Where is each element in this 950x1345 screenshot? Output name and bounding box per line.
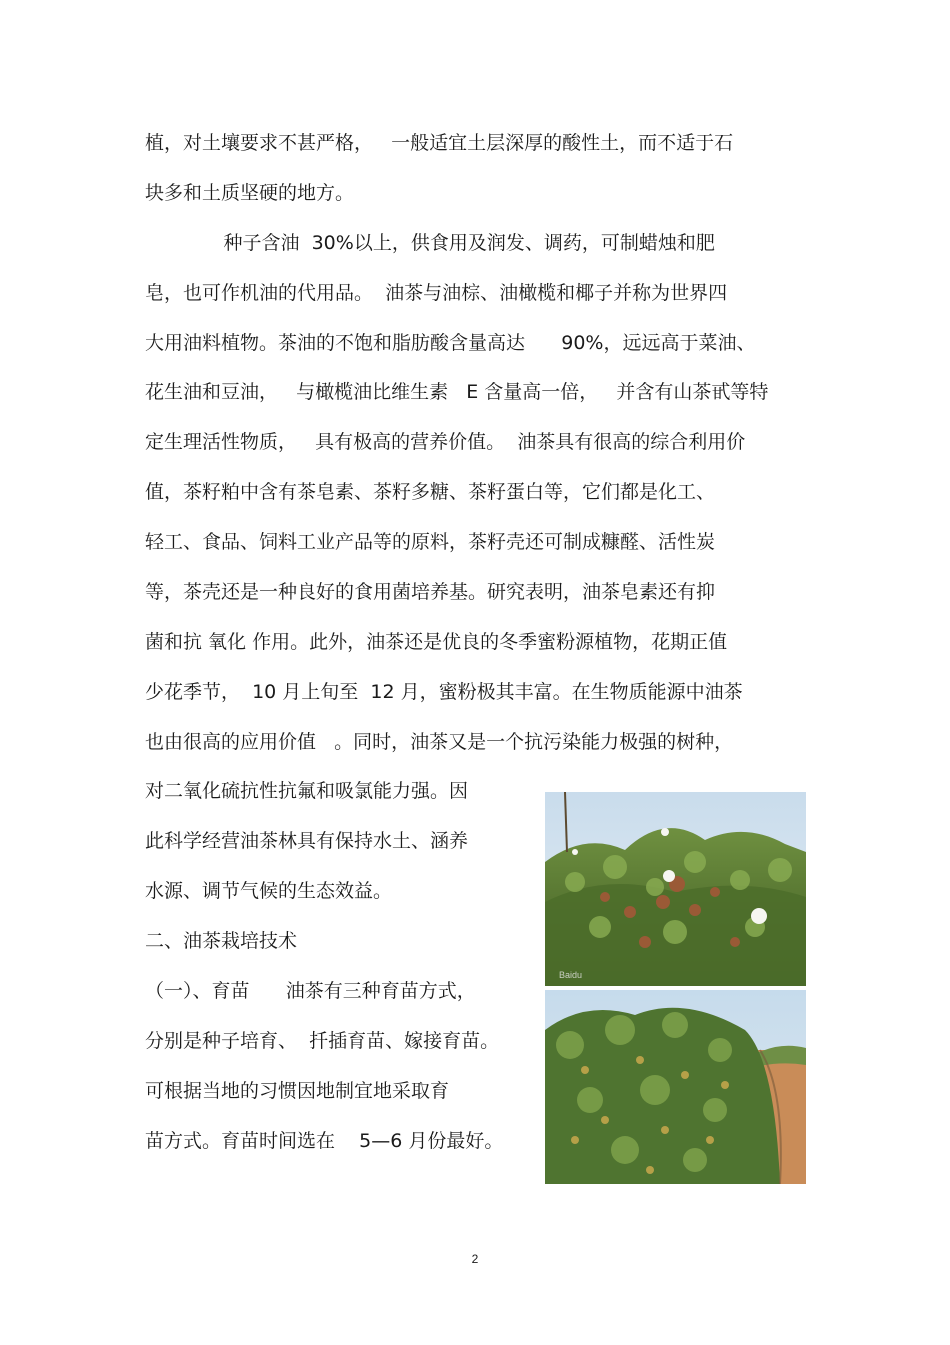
text-line-20: 可根据当地的习惯因地制宜地采取育 bbox=[145, 1080, 450, 1102]
text-line-18: （一）、育苗 油茶有三种育苗方式， bbox=[145, 980, 476, 1002]
text-line-10: 等，茶壳还是一种良好的食用菌培养基。研究表明，油茶皂素还有抑 bbox=[145, 581, 716, 603]
text-line-1: 植，对土壤要求不甚严格， 一般适宜土层深厚的酸性土，而不适于石 bbox=[145, 132, 734, 154]
text-line-4: 皂，也可作机油的代用品。 油茶与油棕、油橄榄和椰子并称为世界四 bbox=[145, 282, 728, 304]
text-line-15: 此科学经营油茶林具有保持水土、涵养 bbox=[145, 830, 469, 852]
text-line-2: 块多和土质坚硬的地方。 bbox=[145, 182, 355, 204]
page-number: 2 bbox=[471, 1252, 479, 1266]
text-line-13: 也由很高的应用价值 。同时，油茶又是一个抗污染能力极强的树种， bbox=[145, 731, 734, 753]
oil-tea-shrub-photo-2 bbox=[545, 990, 806, 1184]
photo-watermark: Baidu bbox=[559, 970, 583, 980]
text-line-5: 大用油料植物。茶油的不饱和脂肪酸含量高达 90%，远远高于菜油、 bbox=[145, 332, 756, 354]
text-line-6: 花生油和豆油， 与橄榄油比维生素 E 含量高一倍， 并含有山茶甙等特 bbox=[145, 381, 769, 403]
text-line-16: 水源、调节气候的生态效益。 bbox=[145, 880, 393, 902]
text-line-21: 苗方式。育苗时间选在 5—6 月份最好。 bbox=[145, 1130, 504, 1152]
text-line-9: 轻工、食品、饲料工业产品等的原料，茶籽壳还可制成糠醛、活性炭 bbox=[145, 531, 716, 553]
text-line-7: 定生理活性物质， 具有极高的营养价值。 油茶具有很高的综合利用价 bbox=[145, 431, 746, 453]
text-line-3: 种子含油 30%以上，供食用及润发、调药，可制蜡烛和肥 bbox=[145, 232, 715, 254]
text-line-8: 值，茶籽粕中含有茶皂素、茶籽多糖、茶籽蛋白等，它们都是化工、 bbox=[145, 481, 716, 503]
section-heading: 二、油茶栽培技术 bbox=[145, 930, 298, 952]
oil-tea-shrub-photo-1 bbox=[545, 792, 806, 986]
text-line-19: 分别是种子培育、 扦插育苗、嫁接育苗。 bbox=[145, 1030, 500, 1052]
text-line-11: 菌和抗 氧化 作用。此外，油茶还是优良的冬季蜜粉源植物，花期正值 bbox=[145, 631, 728, 653]
text-line-14: 对二氧化硫抗性抗氟和吸氯能力强。因 bbox=[145, 780, 469, 802]
text-line-12: 少花季节， 10 月上旬至 12 月，蜜粉极其丰富。在生物质能源中油茶 bbox=[145, 681, 743, 703]
